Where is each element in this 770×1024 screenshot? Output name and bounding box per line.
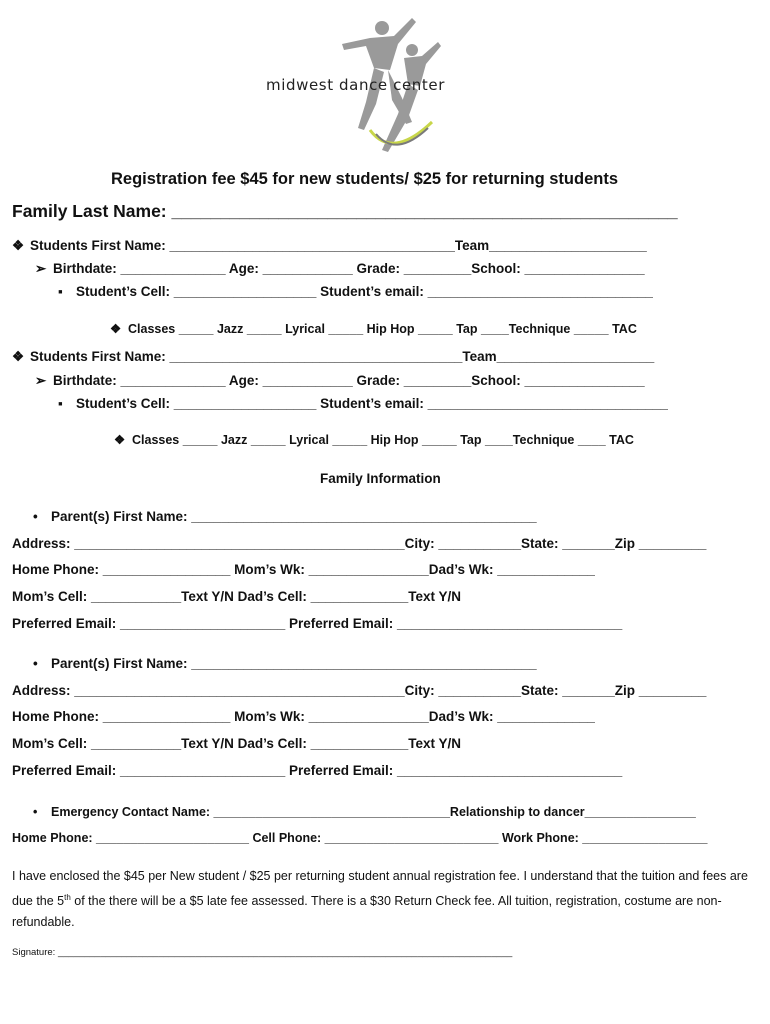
diamond-bullet-icon: ❖: [12, 238, 25, 253]
dot-bullet-icon: •: [33, 805, 38, 819]
diamond-bullet-icon: ❖: [12, 349, 25, 364]
square-bullet-icon: ▪: [58, 284, 63, 299]
emergency-phones-field[interactable]: Home Phone: ______________________ Cell Phone: _________________________ Work Phone: __________________: [12, 831, 708, 845]
diamond-bullet-icon: ❖: [114, 433, 126, 447]
parent-2-phone-field[interactable]: Home Phone: _________________ Mom’s Wk: ________________Dad’s Wk: _____________: [12, 709, 595, 724]
student-1-birthdate-field[interactable]: ➢ Birthdate: ______________ Age: ____________ Grade: _________School: ________________: [35, 261, 645, 276]
signature-field[interactable]: Signature: ______________________________________________________________________________________: [12, 947, 513, 958]
family-last-name-field[interactable]: Family Last Name: ____________________________________________________: [12, 201, 678, 221]
parent-1-email-field[interactable]: Preferred Email: ______________________ Preferred Email: ______________________________: [12, 616, 623, 631]
student-2-birthdate-field[interactable]: ➢ Birthdate: ______________ Age: ____________ Grade: _________School: ________________: [35, 373, 645, 388]
diamond-bullet-icon: ❖: [110, 322, 122, 336]
family-info-heading: Family Information: [320, 471, 441, 486]
parent-2-cell-field[interactable]: Mom’s Cell: ____________Text Y/N Dad’s Cell: _____________Text Y/N: [12, 736, 462, 751]
parent-2-address-field[interactable]: Address: ____________________________________________City: ___________State: _______Zip _________: [12, 683, 707, 698]
student-2-classes-field[interactable]: ❖ Classes _____ Jazz _____ Lyrical _____ Hip Hop _____ Tap ____Technique ____ TAC: [114, 433, 634, 447]
fee-statement: I have enclosed the $45 per New student / $25 per returning student annual registration fee. I understand that the tuition and fees are due the 5th of the there will be a $5 late fee assessed. There is a $30 Return Check fee. All tuition, registration, costume are non-refundable.: [12, 869, 748, 930]
square-bullet-icon: ▪: [58, 396, 63, 411]
student-1-first-name-field[interactable]: ❖ Students First Name: ______________________________________Team_____________________: [12, 238, 647, 253]
student-2-first-name-field[interactable]: ❖ Students First Name: _______________________________________Team_____________________: [12, 349, 655, 364]
student-1-cell-field[interactable]: ▪ Student’s Cell: ___________________ Student’s email: ______________________________: [58, 284, 653, 299]
dot-bullet-icon: •: [33, 509, 38, 524]
emergency-contact-field[interactable]: • Emergency Contact Name: __________________________________Relationship to dancer________________: [33, 805, 696, 819]
parent-2-first-name-field[interactable]: • Parent(s) First Name: ______________________________________________: [33, 656, 537, 671]
parent-1-address-field[interactable]: Address: ____________________________________________City: ___________State: _______Zip _________: [12, 536, 707, 551]
logo-wordmark: midwest dance center: [266, 76, 445, 94]
parent-1-first-name-field[interactable]: • Parent(s) First Name: ______________________________________________: [33, 509, 537, 524]
dot-bullet-icon: •: [33, 656, 38, 671]
student-2-cell-field[interactable]: ▪ Student’s Cell: ___________________ Student’s email: ________________________________: [58, 396, 668, 411]
parent-2-email-field[interactable]: Preferred Email: ______________________ Preferred Email: ______________________________: [12, 763, 623, 778]
parent-1-phone-field[interactable]: Home Phone: _________________ Mom’s Wk: ________________Dad’s Wk: _____________: [12, 562, 595, 577]
student-1-classes-field[interactable]: ❖ Classes _____ Jazz _____ Lyrical _____ Hip Hop _____ Tap ____Technique _____ TAC: [110, 322, 637, 336]
page-title: Registration fee $45 for new students/ $25 for returning students: [111, 170, 619, 188]
parent-1-cell-field[interactable]: Mom’s Cell: ____________Text Y/N Dad’s Cell: _____________Text Y/N: [12, 589, 462, 604]
arrow-bullet-icon: ➢: [35, 373, 47, 388]
arrow-bullet-icon: ➢: [35, 261, 47, 276]
